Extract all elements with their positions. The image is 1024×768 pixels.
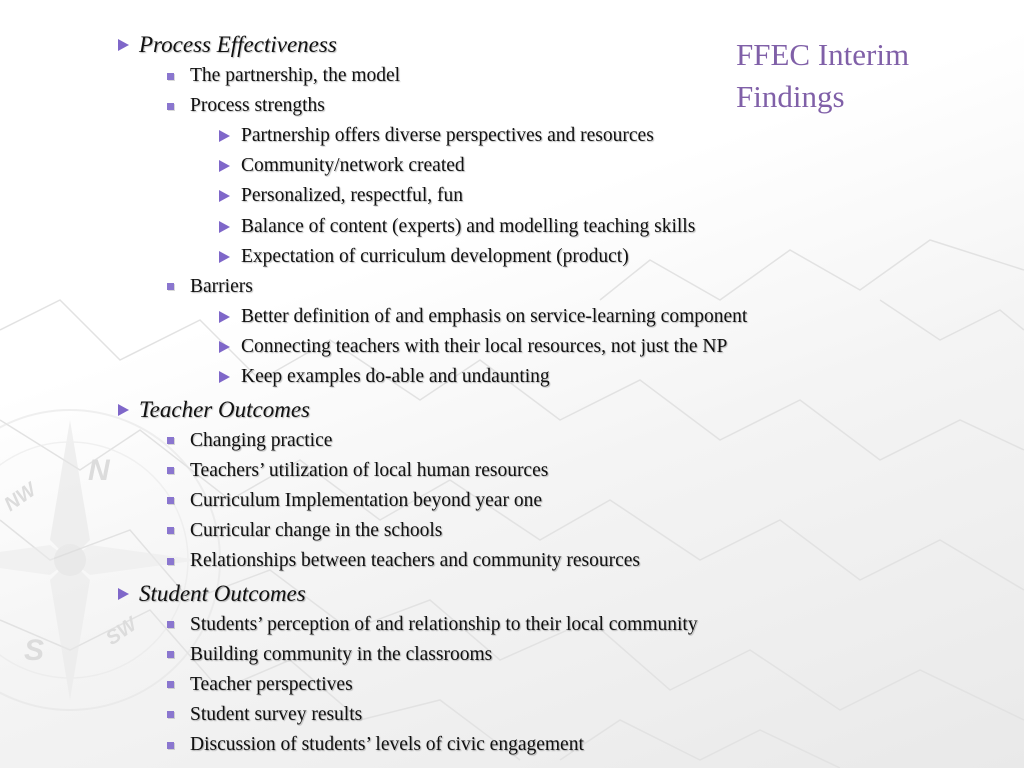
triangle-bullet-icon bbox=[118, 404, 129, 416]
square-bullet-icon bbox=[167, 497, 174, 504]
bullet-text: Changing practice bbox=[190, 429, 333, 451]
square-bullet-icon bbox=[167, 283, 174, 290]
triangle-bullet-icon bbox=[219, 130, 230, 142]
sub-list-item bbox=[219, 242, 629, 272]
section-heading bbox=[118, 578, 306, 610]
square-bullet-icon bbox=[167, 73, 174, 80]
bullet-text: Curricular change in the schools bbox=[190, 519, 443, 541]
bullet-text: Students’ perception of and relationship to their local community bbox=[190, 613, 698, 635]
sub-list-item bbox=[219, 181, 463, 211]
list-item bbox=[167, 486, 542, 516]
section-heading bbox=[118, 29, 337, 61]
list-item bbox=[167, 546, 640, 576]
list-item bbox=[167, 426, 332, 456]
square-bullet-icon bbox=[167, 558, 174, 565]
slide-title: FFEC Interim Findings bbox=[736, 37, 910, 114]
bullet-text: The partnership, the model bbox=[190, 65, 401, 86]
bullet-text: Student survey results bbox=[190, 703, 363, 725]
triangle-bullet-icon bbox=[118, 588, 129, 600]
sub-list-item bbox=[219, 151, 465, 181]
list-item bbox=[167, 670, 353, 700]
triangle-bullet-icon bbox=[219, 160, 230, 172]
bullet-text: Community/network created bbox=[241, 155, 465, 177]
square-bullet-icon bbox=[167, 467, 174, 474]
list-item bbox=[167, 272, 253, 302]
bullet-text: Expectation of curriculum development (product) bbox=[241, 245, 629, 267]
bullet-text: Connecting teachers with their local resources, not just the NP bbox=[241, 335, 728, 357]
compass-letter-n: N bbox=[88, 454, 110, 487]
square-bullet-icon bbox=[167, 103, 174, 110]
bullet-text: Partnership offers diverse perspectives and resources bbox=[241, 125, 654, 147]
sub-list-item bbox=[219, 302, 747, 332]
bullet-text: Student Outcomes bbox=[139, 580, 306, 606]
bullet-text: Process Effectiveness bbox=[139, 32, 337, 57]
sub-list-item bbox=[219, 121, 654, 151]
square-bullet-icon bbox=[167, 711, 174, 718]
list-item bbox=[167, 640, 492, 670]
square-bullet-icon bbox=[167, 742, 174, 749]
list-item bbox=[167, 456, 548, 486]
section-heading bbox=[118, 394, 310, 426]
square-bullet-icon bbox=[167, 651, 174, 658]
bullet-text: Discussion of students’ levels of civic engagement bbox=[190, 734, 584, 755]
list-item bbox=[167, 730, 584, 760]
triangle-bullet-icon bbox=[118, 39, 129, 51]
bullet-text: Building community in the classrooms bbox=[190, 643, 493, 665]
bullet-text: Better definition of and emphasis on service-learning component bbox=[241, 305, 748, 327]
list-item bbox=[167, 700, 362, 730]
bullet-text: Keep examples do-able and undaunting bbox=[241, 366, 550, 387]
list-item bbox=[167, 516, 442, 546]
triangle-bullet-icon bbox=[219, 371, 230, 383]
bullet-text: Teachers’ utilization of local human resources bbox=[190, 459, 549, 481]
bullet-text: Teacher Outcomes bbox=[139, 396, 310, 422]
bullet-text: Process strengths bbox=[190, 95, 325, 117]
bullet-text: Teacher perspectives bbox=[190, 673, 353, 695]
sub-list-item bbox=[219, 332, 727, 362]
triangle-bullet-icon bbox=[219, 251, 230, 263]
square-bullet-icon bbox=[167, 681, 174, 688]
compass-letter-nw: NW bbox=[0, 478, 41, 516]
square-bullet-icon bbox=[167, 621, 174, 628]
triangle-bullet-icon bbox=[219, 341, 230, 353]
triangle-bullet-icon bbox=[219, 311, 230, 323]
list-item bbox=[167, 610, 698, 640]
triangle-bullet-icon bbox=[219, 190, 230, 202]
bullet-text: Barriers bbox=[190, 275, 253, 297]
square-bullet-icon bbox=[167, 437, 174, 444]
list-item bbox=[167, 91, 325, 121]
sub-list-item bbox=[219, 362, 550, 392]
list-item bbox=[167, 61, 400, 91]
bullet-text: Relationships between teachers and community resources bbox=[190, 550, 640, 571]
sub-list-item bbox=[219, 212, 695, 242]
triangle-bullet-icon bbox=[219, 221, 230, 233]
bullet-text: Curriculum Implementation beyond year one bbox=[190, 489, 542, 511]
compass-letter-sw: SW bbox=[102, 613, 142, 650]
square-bullet-icon bbox=[167, 527, 174, 534]
bullet-text: Personalized, respectful, fun bbox=[241, 185, 464, 207]
compass-letter-s: S bbox=[24, 634, 45, 667]
bullet-text: Balance of content (experts) and modelling teaching skills bbox=[241, 215, 696, 237]
